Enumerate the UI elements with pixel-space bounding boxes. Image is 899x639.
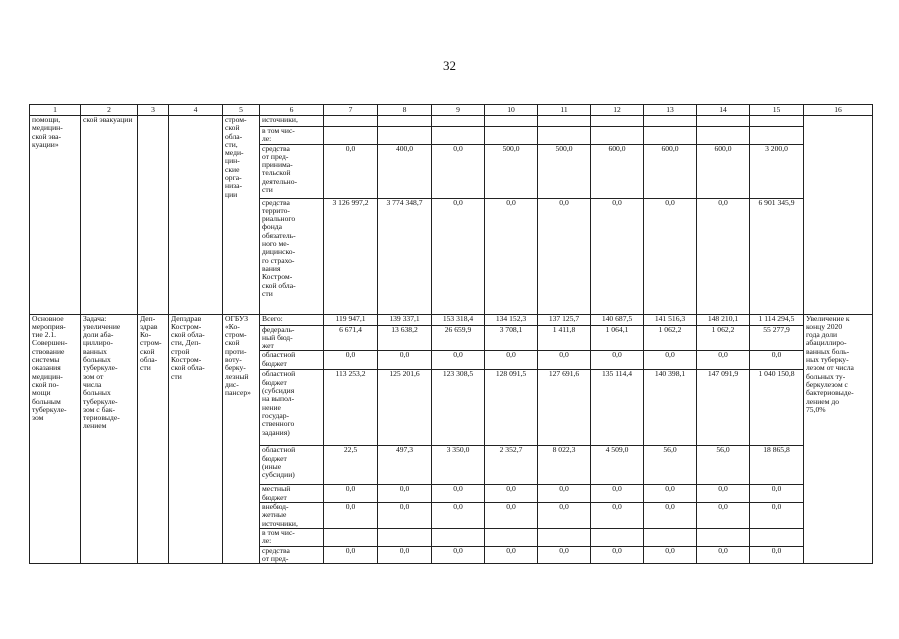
column-header: 8 — [378, 105, 432, 116]
funding-source-label: средства от пред- — [260, 546, 324, 564]
amount-cell: 119 947,1 — [324, 314, 378, 325]
amount-cell: 0,0 — [750, 485, 804, 503]
amount-cell: 3 350,0 — [432, 446, 485, 485]
amount-cell: 140 687,5 — [591, 314, 644, 325]
co-executors: Депздрав Костром- ской обла- сти, Деп- строй Костром- ской обла- сти — [169, 314, 223, 564]
amount-cell: 0,0 — [591, 503, 644, 529]
amount-cell: 0,0 — [538, 351, 591, 370]
amount-cell: 0,0 — [644, 503, 697, 529]
amount-cell — [644, 116, 697, 127]
amount-cell: 125 201,6 — [378, 370, 432, 446]
amount-cell: 0,0 — [591, 485, 644, 503]
amount-cell: 600,0 — [697, 144, 750, 198]
activity-name: Основное мероприя- тие 2.1. Совершен- ствование системы оказания медицин- ской по- мощи больным туберкуле- зом — [30, 314, 81, 564]
amount-cell — [538, 528, 591, 546]
amount-cell — [697, 127, 750, 145]
amount-cell — [432, 528, 485, 546]
amount-cell: 0,0 — [538, 546, 591, 564]
amount-cell: 6 901 345,9 — [750, 198, 804, 314]
amount-cell: 0,0 — [697, 503, 750, 529]
amount-cell: 147 091,9 — [697, 370, 750, 446]
funding-source-label: средства террито- риального фонда обязатель- ного ме- дицинско- го страхо- вания Костром- ской обла- сти — [260, 198, 324, 314]
amount-cell: 2 352,7 — [485, 446, 538, 485]
amount-cell — [432, 127, 485, 145]
amount-cell: 0,0 — [378, 485, 432, 503]
amount-cell — [750, 127, 804, 145]
amount-cell: 0,0 — [538, 198, 591, 314]
amount-cell: 1 062,2 — [644, 325, 697, 351]
amount-cell: 0,0 — [432, 546, 485, 564]
funding-source-label: в том чис- ле: — [260, 127, 324, 145]
amount-cell: 0,0 — [324, 351, 378, 370]
amount-cell: 134 152,3 — [485, 314, 538, 325]
amount-cell: 123 308,5 — [432, 370, 485, 446]
column-header: 2 — [81, 105, 138, 116]
expected-result — [804, 116, 873, 315]
amount-cell: 0,0 — [538, 503, 591, 529]
amount-cell: 18 865,8 — [750, 446, 804, 485]
amount-cell: 3 708,1 — [485, 325, 538, 351]
column-header: 16 — [804, 105, 873, 116]
amount-cell: 0,0 — [591, 351, 644, 370]
column-header: 12 — [591, 105, 644, 116]
amount-cell: 113 253,2 — [324, 370, 378, 446]
amount-cell: 0,0 — [591, 198, 644, 314]
amount-cell: 3 126 997,2 — [324, 198, 378, 314]
amount-cell: 0,0 — [697, 485, 750, 503]
task-description: ской эвакуации — [81, 116, 138, 315]
amount-cell: 0,0 — [485, 198, 538, 314]
amount-cell — [538, 116, 591, 127]
column-header: 14 — [697, 105, 750, 116]
amount-cell: 0,0 — [750, 503, 804, 529]
participants: ОГБУЗ «Ко- стром- ской проти- воту- берку- лезный дис- пансер» — [223, 314, 260, 564]
amount-cell — [591, 116, 644, 127]
amount-cell: 137 125,7 — [538, 314, 591, 325]
column-header: 3 — [138, 105, 169, 116]
amount-cell: 0,0 — [750, 351, 804, 370]
amount-cell: 0,0 — [644, 485, 697, 503]
amount-cell: 6 671,4 — [324, 325, 378, 351]
amount-cell — [324, 528, 378, 546]
amount-cell — [538, 127, 591, 145]
column-header: 10 — [485, 105, 538, 116]
amount-cell: 148 210,1 — [697, 314, 750, 325]
amount-cell: 0,0 — [432, 351, 485, 370]
responsible-executor — [138, 116, 169, 315]
funding-source-label: внебюд- жетные источники, — [260, 503, 324, 529]
task-description: Задача: увеличение доли аба- циллиро- ванных больных туберкуле- зом от числа больных туберкуле- зом с бак- териовыде- лением — [81, 314, 138, 564]
table-row — [30, 116, 873, 127]
funding-source-label: местный бюджет — [260, 485, 324, 503]
amount-cell — [324, 116, 378, 127]
amount-cell: 0,0 — [432, 144, 485, 198]
amount-cell: 1 064,1 — [591, 325, 644, 351]
table-row — [30, 314, 873, 325]
participants: стром- ской обла- сти, меди- цин- ские орга- низа- ции — [223, 116, 260, 315]
amount-cell: 55 277,9 — [750, 325, 804, 351]
column-header: 5 — [223, 105, 260, 116]
amount-cell: 1 062,2 — [697, 325, 750, 351]
amount-cell — [750, 528, 804, 546]
amount-cell: 0,0 — [378, 546, 432, 564]
funding-source-label: Всего: — [260, 314, 324, 325]
funding-source-label: в том чис- ле: — [260, 528, 324, 546]
amount-cell: 0,0 — [324, 503, 378, 529]
amount-cell — [750, 116, 804, 127]
amount-cell — [644, 127, 697, 145]
funding-source-label: источники, — [260, 116, 324, 127]
budget-table — [29, 104, 873, 564]
amount-cell: 0,0 — [485, 546, 538, 564]
amount-cell — [324, 127, 378, 145]
column-header: 15 — [750, 105, 804, 116]
amount-cell: 8 022,3 — [538, 446, 591, 485]
amount-cell: 400,0 — [378, 144, 432, 198]
amount-cell: 0,0 — [750, 546, 804, 564]
amount-cell: 0,0 — [538, 485, 591, 503]
amount-cell: 153 318,4 — [432, 314, 485, 325]
funding-source-label: областной бюджет (иные субсидии) — [260, 446, 324, 485]
amount-cell: 0,0 — [324, 546, 378, 564]
amount-cell — [485, 127, 538, 145]
amount-cell — [644, 528, 697, 546]
amount-cell: 0,0 — [697, 351, 750, 370]
amount-cell: 56,0 — [697, 446, 750, 485]
amount-cell: 127 691,6 — [538, 370, 591, 446]
amount-cell: 4 509,0 — [591, 446, 644, 485]
amount-cell: 26 659,9 — [432, 325, 485, 351]
amount-cell — [485, 528, 538, 546]
funding-source-label: средства от пред- принима- тельской деятельно- сти — [260, 144, 324, 198]
amount-cell: 13 638,2 — [378, 325, 432, 351]
amount-cell — [432, 116, 485, 127]
amount-cell — [591, 528, 644, 546]
funding-source-label: областной бюджет — [260, 351, 324, 370]
amount-cell: 0,0 — [485, 351, 538, 370]
amount-cell — [378, 116, 432, 127]
amount-cell: 0,0 — [324, 485, 378, 503]
amount-cell: 0,0 — [432, 198, 485, 314]
amount-cell: 0,0 — [485, 485, 538, 503]
amount-cell: 0,0 — [324, 144, 378, 198]
amount-cell: 0,0 — [697, 546, 750, 564]
amount-cell: 128 091,5 — [485, 370, 538, 446]
amount-cell — [697, 528, 750, 546]
amount-cell: 500,0 — [485, 144, 538, 198]
header-row — [30, 105, 873, 116]
responsible-executor: Деп- здрав Ко- стром- ской обла- сти — [138, 314, 169, 564]
amount-cell: 0,0 — [432, 485, 485, 503]
amount-cell: 1 114 294,5 — [750, 314, 804, 325]
funding-source-label: областной бюджет (субсидия на выпол- нение государ- ственного задания) — [260, 370, 324, 446]
column-header: 13 — [644, 105, 697, 116]
amount-cell — [697, 116, 750, 127]
column-header: 9 — [432, 105, 485, 116]
page-number: 32 — [443, 58, 456, 73]
amount-cell: 0,0 — [644, 351, 697, 370]
amount-cell — [485, 116, 538, 127]
amount-cell: 135 114,4 — [591, 370, 644, 446]
activity-name: помощи, медицин- ской эва- куации» — [30, 116, 81, 315]
amount-cell: 0,0 — [378, 503, 432, 529]
expected-result: Увеличение к концу 2020 года доли абациллиро- ванных боль- ных туберку- лезом от числа больных ту- беркулезом с бактериовыде- лением до 75,0% — [804, 314, 873, 564]
amount-cell: 0,0 — [432, 503, 485, 529]
amount-cell: 141 516,3 — [644, 314, 697, 325]
amount-cell: 1 040 150,8 — [750, 370, 804, 446]
amount-cell: 3 774 348,7 — [378, 198, 432, 314]
amount-cell: 0,0 — [378, 351, 432, 370]
column-header: 6 — [260, 105, 324, 116]
amount-cell: 0,0 — [697, 198, 750, 314]
amount-cell — [378, 127, 432, 145]
amount-cell: 139 337,1 — [378, 314, 432, 325]
amount-cell: 140 398,1 — [644, 370, 697, 446]
amount-cell: 1 411,8 — [538, 325, 591, 351]
amount-cell: 497,3 — [378, 446, 432, 485]
column-header: 4 — [169, 105, 223, 116]
amount-cell — [591, 127, 644, 145]
amount-cell: 0,0 — [644, 198, 697, 314]
amount-cell: 600,0 — [591, 144, 644, 198]
amount-cell: 22,5 — [324, 446, 378, 485]
amount-cell: 0,0 — [591, 546, 644, 564]
amount-cell: 56,0 — [644, 446, 697, 485]
amount-cell: 500,0 — [538, 144, 591, 198]
column-header: 11 — [538, 105, 591, 116]
amount-cell: 0,0 — [644, 546, 697, 564]
column-header: 7 — [324, 105, 378, 116]
column-header: 1 — [30, 105, 81, 116]
amount-cell: 0,0 — [485, 503, 538, 529]
amount-cell — [378, 528, 432, 546]
co-executors — [169, 116, 223, 315]
amount-cell: 600,0 — [644, 144, 697, 198]
funding-source-label: федераль- ный бюд- жет — [260, 325, 324, 351]
amount-cell: 3 200,0 — [750, 144, 804, 198]
